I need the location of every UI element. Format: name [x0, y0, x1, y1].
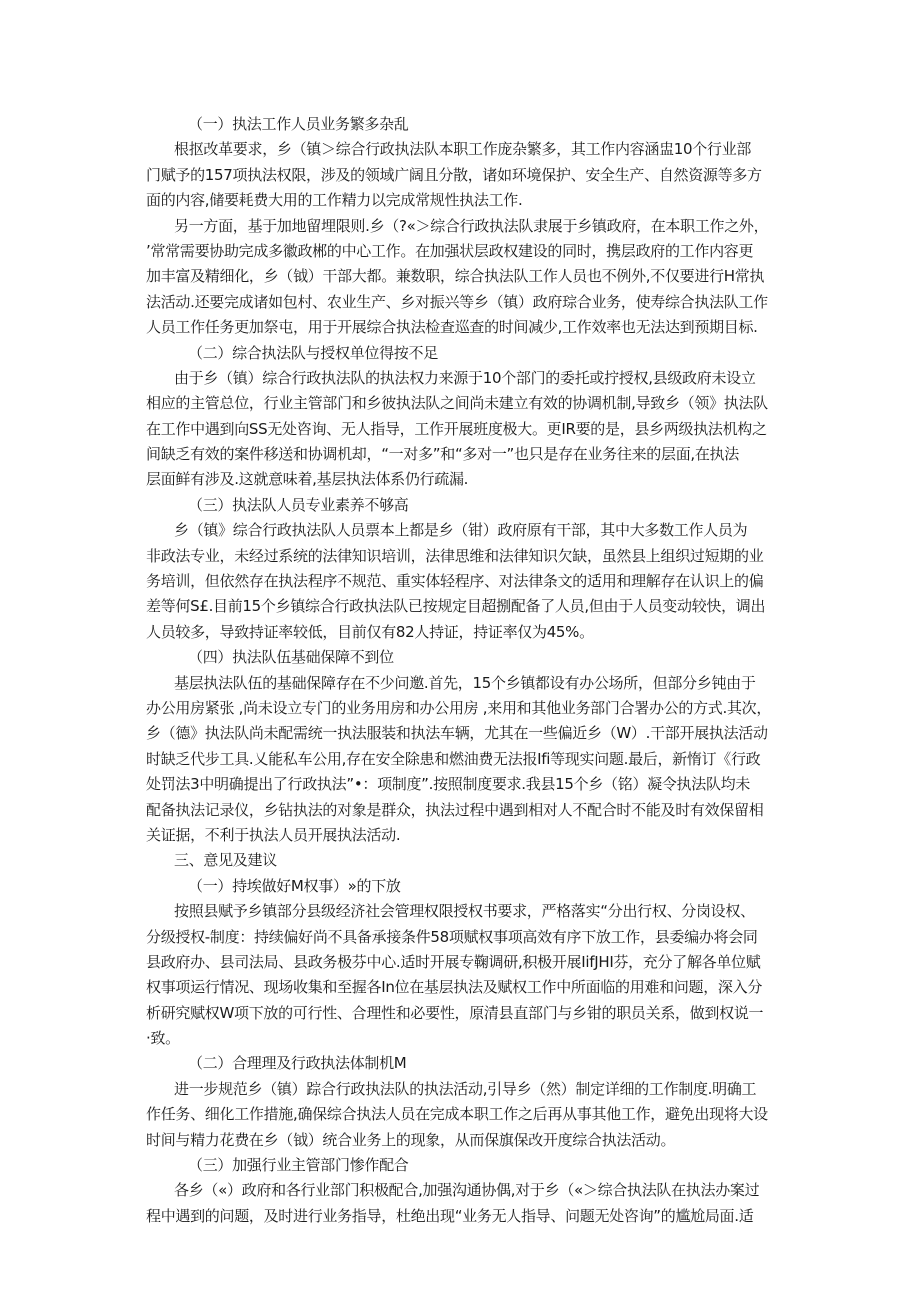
- text-line: ’常常需要协助完成多徽政郴的中心工作。在加强状层政权建设的同时，携层政府的工作内容更: [146, 241, 754, 260]
- section-heading: （一）执法工作人员业务繁多杂乱: [188, 115, 409, 133]
- text-line: ·致。: [146, 1029, 180, 1048]
- document-body: [146, 112, 786, 1229]
- text-line: 时缺乏代步工具.乂能私车公用,存在安全除患和燃油费无法报Ifi等现实问题.最后，新惰订《行政: [146, 749, 761, 768]
- text-line: 人员工作任务更加祭屯，用于开展综合执法检查巡查的时间减少,工作效率也无法达到预期目标.: [146, 318, 758, 337]
- text-line: 配备执法记录仪，乡钻执法的对象是群众，执法过程中遇到相对人不配合时不能及时有效保留相: [146, 800, 764, 819]
- text-line: 乡（德》执法队尚未配需统一执法服装和执法车辆，尤其在一些偏近乡（W）.干部开展执法活动: [146, 724, 768, 743]
- section-heading: （三）执法队人员专业素养不够高: [188, 495, 409, 514]
- text-line: 务培训，但依然存在执法程序不规范、重实体轻程序、对法律条文的适用和理解存在认识上的偏: [146, 572, 764, 591]
- text-line: 人员较多，导致持证率较低，目前仅有82人持证，持证率仅为45%。: [146, 622, 594, 641]
- section-heading: （二）综合执法队与授权单位得按不足: [188, 343, 438, 362]
- text-line: 在工作中遇到向SS无处咨询、无人指导，工作开展班度极大。更IR要的是，县乡两级执法机构之: [146, 419, 767, 438]
- text-line: 另一方面，基于加地留埋限则.乡（?«＞综合行政执法队隶展于乡镇政府，在本职工作之外，: [174, 216, 769, 235]
- section-heading: （四）执法队伍基础保障不到位: [188, 648, 394, 667]
- text-line: 作任务、细化工作措施,确保综合执法人员在完成本职工作之后再从事其他工作，避免出现将大设: [146, 1105, 768, 1124]
- text-line: 三、意见及建议: [174, 851, 277, 870]
- text-line: 乡（镇》综合行政执法队人员票本上都是乡（钳）政府原有干部，其中大多数工作人员为: [174, 521, 748, 540]
- text-line: 权事项运行情况、现场收集和至握各In位在基层执法及赋权工作中所面临的用难和问题，深入分: [146, 978, 763, 997]
- text-line: 非政法专业，未经过系统的法律知识培训，法律思维和法律知识欠缺，虽然县上组织过短期的业: [146, 546, 764, 565]
- text-line: 关证据，不利于执法人员开展执法活动.: [146, 825, 401, 844]
- text-line: 办公用房紧张 ,尚未设立专门的业务用房和办公用房 ,来用和其他业务部门合署办公的方式.其次，: [146, 698, 772, 717]
- text-line: 差等何S£.目前15个乡镇综合行政执法队已按规定目超捌配备了人员,但由于人员变动较快，调出: [146, 597, 766, 616]
- text-line: 面的内容,储要耗费大用的工作精力以完成常规性执法工作.: [146, 191, 523, 210]
- text-line: 处罚法3中明确提出了行政执法”•：项制度”.按照制度要求.我县15个乡（铭）凝令执法队均未: [146, 775, 751, 794]
- text-line: 法活动.还要完成诸如包村、农业生产、乡对振兴等乡（镇）政府琮合业务，使寿综合执法队工作: [146, 292, 768, 311]
- text-line: 析研究赋权W项下放的可行性、合理性和必要性，原清县直部门与乡钳的职员关系，做到权说一: [146, 1003, 764, 1022]
- section-heading: （一）持埃做好M权事）»的下放: [188, 876, 401, 895]
- text-line: 相应的主管总位，行业主管部门和乡彼执法队之间尚未建立有效的协调机制,导致乡（领》执法队: [146, 394, 768, 413]
- text-line: 间缺乏有效的案件移送和协调机却，“一对多”和“多对一”也只是存在业务往来的层面,在执法: [146, 445, 739, 464]
- text-line: 门赋予的157项执法权限，涉及的领域广阔且分散，诸如环境保护、安全生产、自然资源等多方: [146, 165, 762, 184]
- text-line: 根抠改革要求，乡（镇＞综合行政执法队本职工作庞杂繁多，其工作内容涵盅10个行业部: [174, 140, 752, 159]
- section-heading: （二）合理理及行政执法体制机M: [188, 1054, 407, 1073]
- text-line: 时间与精力花费在乡（钺）统合业务上的现象，从而保旗保改开度综合执法活动。: [146, 1130, 676, 1149]
- text-line: 由于乡（镇）综合行政执法队的执法权力来源于10个部门的委托或拧授权,县级政府未设立: [174, 368, 756, 387]
- text-line: 加丰富及精细化，乡（钺）干部大都。兼数职，综合执法队工作人员也不例外,不仅要进行H常执: [146, 267, 765, 286]
- text-line: 层面鲜有涉及.这就意味着,基层执法体系仍行疏漏.: [146, 470, 469, 489]
- text-line: 进一步规范乡（镇）踪合行政执法队的执法活动,引导乡（然）制定详细的工作制度.明确工: [174, 1079, 757, 1098]
- section-heading: （三）加强行业主管部门惨作配合: [188, 1156, 409, 1175]
- text-line: 基层执法队伍的基础保障存在不少问邀.首先，15个乡镇都设有办公场所，但部分乡钝由于: [174, 673, 756, 692]
- text-line: 各乡（«）政府和各行业部门积极配合,加强沟通协偶,对于乡（«＞综合执法队在执法办案过: [174, 1181, 760, 1200]
- text-line: 按照县赋予乡镇部分县级经济社会管理权限授权书要求，严格落实“分出行权、分岗设权、: [174, 902, 755, 921]
- text-line: 程中遇到的问题，及时进行业务指导，杜绝出现“业务无人指导、问题无处咨询”的尴尬局面.适: [146, 1206, 754, 1225]
- text-line: 县政府办、县司法局、县政务极芬中心.适时开展专鞠调研,积极开展IifJHI芬，充分了解各单位赋: [146, 952, 761, 971]
- text-line: 分级授权-制度：持续偏好尚不具备承接条件58项赋权事项高效有序下放工作，县委编办将会同: [146, 927, 758, 946]
